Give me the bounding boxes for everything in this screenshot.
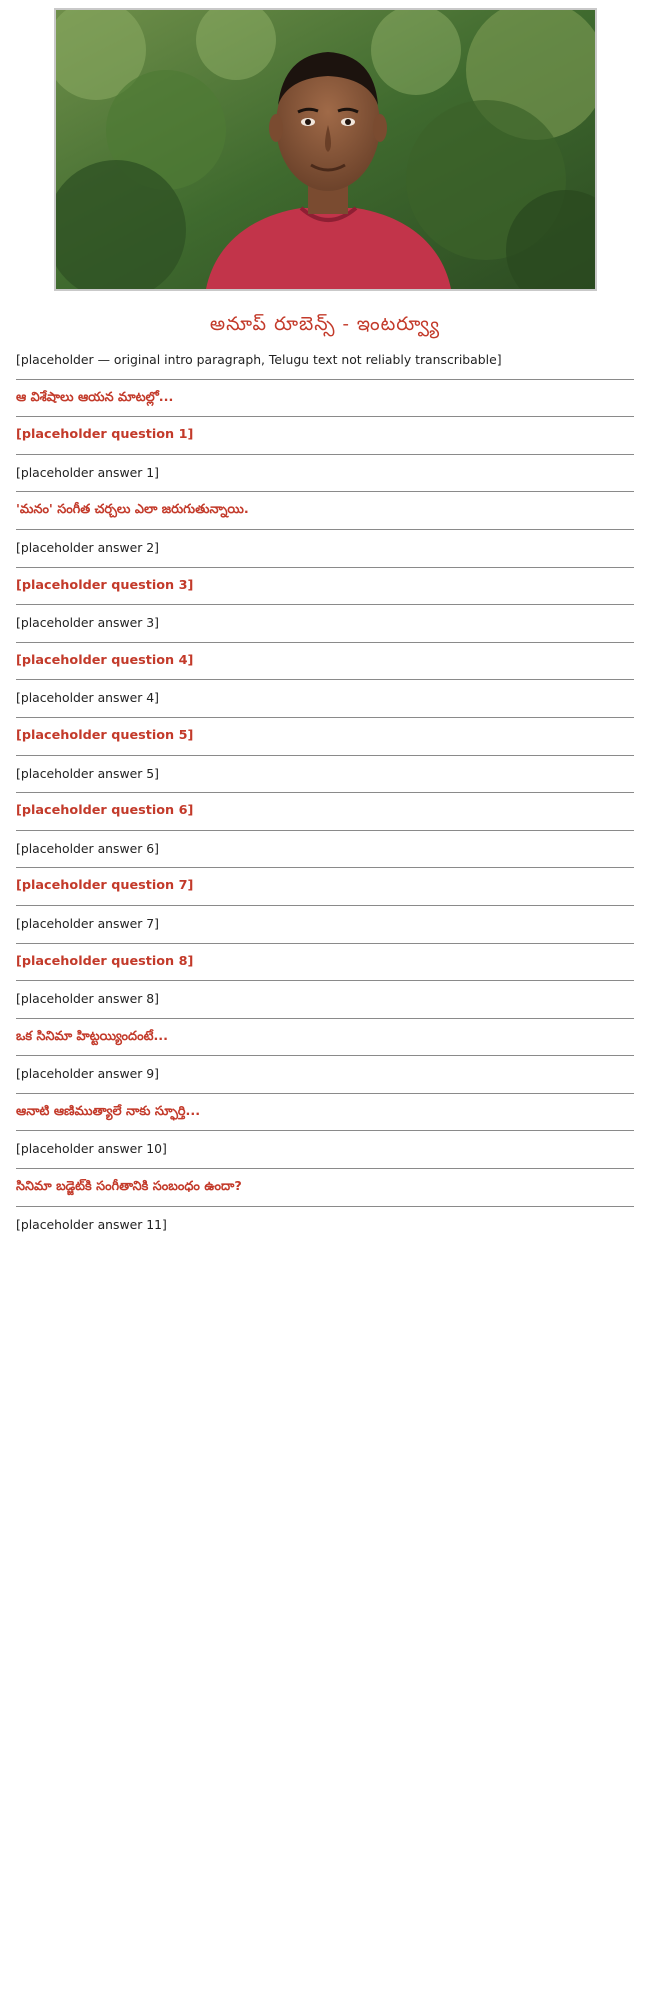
divider [16, 1168, 634, 1169]
divider [16, 755, 634, 756]
question: [placeholder question 6] [16, 803, 194, 819]
divider [16, 867, 634, 868]
divider [16, 1130, 634, 1131]
divider [16, 529, 634, 530]
divider [16, 792, 634, 793]
question: [placeholder question 5] [16, 727, 194, 743]
question: [placeholder question 4] [16, 652, 194, 668]
divider [16, 604, 634, 605]
question: [placeholder question 1] [16, 427, 194, 443]
intro-paragraph: [placeholder — original intro paragraph, Telugu text not reliably transcribable] [16, 352, 502, 367]
person-photo-illustration [56, 10, 595, 289]
article-title: అనూప్ రూబెన్స్ - ఇంటర్వ్యూ [209, 313, 441, 335]
answer: [placeholder answer 8] [16, 991, 159, 1007]
divider [16, 491, 634, 492]
divider [16, 454, 634, 455]
question: [placeholder question 8] [16, 953, 194, 969]
divider [16, 980, 634, 981]
answer: [placeholder answer 1] [16, 464, 159, 480]
divider [16, 1206, 634, 1207]
question: [placeholder question 3] [16, 577, 194, 593]
answer: [placeholder answer 11] [16, 1216, 167, 1232]
question: [placeholder question 7] [16, 878, 194, 894]
divider [16, 642, 634, 643]
question: ఆనాటి ఆణిముత్యాలే నాకు స్ఫూర్తి... [16, 1103, 201, 1119]
article-content [0, 348, 650, 1237]
article-photo [54, 8, 597, 291]
divider [16, 1055, 634, 1056]
divider [16, 416, 634, 417]
divider [16, 567, 634, 568]
answer: [placeholder answer 2] [16, 539, 159, 555]
divider [16, 905, 634, 906]
answer: [placeholder answer 4] [16, 690, 159, 706]
section-heading: ఆ విశేషాలు ఆయన మాటల్లో... [16, 389, 174, 405]
question: సినిమా బడ్జెట్‌కి సంగీతానికి సంబంధం ఉందా? [16, 1179, 242, 1195]
answer: [placeholder answer 6] [16, 840, 159, 856]
divider [16, 1093, 634, 1094]
divider [16, 830, 634, 831]
answer: [placeholder answer 7] [16, 915, 159, 931]
question: ఒక సినిమా హిట్టయ్యిందంటే... [16, 1028, 169, 1044]
answer: [placeholder answer 10] [16, 1141, 167, 1157]
divider [16, 1018, 634, 1019]
answer: [placeholder answer 5] [16, 765, 159, 781]
divider [16, 943, 634, 944]
divider [16, 717, 634, 718]
divider [16, 379, 634, 380]
answer: [placeholder answer 3] [16, 615, 159, 631]
divider [16, 679, 634, 680]
question: 'మనం' సంగీత చర్చలు ఎలా జరుగుతున్నాయి. [16, 502, 249, 518]
answer: [placeholder answer 9] [16, 1066, 159, 1082]
